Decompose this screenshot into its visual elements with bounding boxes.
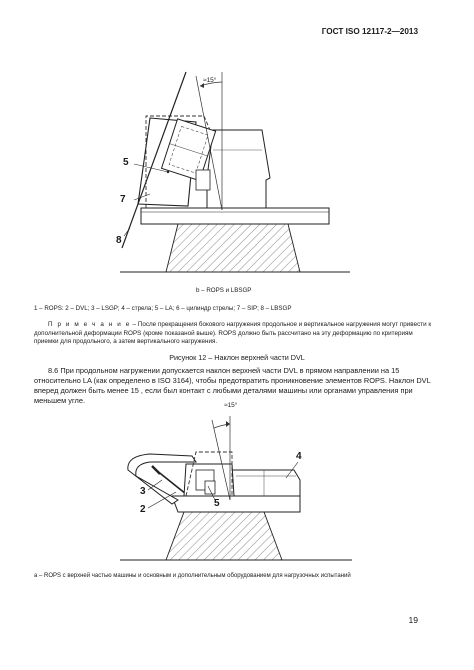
figure-b-caption: b – ROPS и LBSGP — [196, 287, 252, 294]
note-label: П р и м е ч а н и е — [48, 321, 131, 328]
figure-title: Рисунок 12 – Наклон верхней части DVL — [169, 353, 305, 362]
note-text: – После прекращения бокового нагружения продольное и вертикальное нагружения могут привести к дополнительной деформации ROPS (кроме показаной выше). ROPS должно быть рассчитано на эту деформацию по критериям приемки для продольного, а затем вертикального нагружения. — [34, 321, 432, 346]
standard-header: ГОСТ ISO 12117-2—2013 — [321, 27, 418, 36]
figure-a-callout-2: 2 — [140, 504, 146, 515]
figure-a-caption: a – ROPS с верхней частью машины и основным и дополнительным оборудованием для нагрузочных испытаний — [34, 573, 351, 579]
figure-b-callout-5: 5 — [123, 157, 129, 168]
figure-legend: 1 – ROPS: 2 – DVL; 3 – LSGP; 4 – стрела; 5 – LA; 6 – цилиндр стрелы; 7 – SIP; 8 – LBSGP — [34, 305, 292, 312]
figure-b-callout-7: 7 — [120, 194, 126, 205]
figure-a-callout-4: 4 — [296, 451, 302, 462]
figure-b-callout-8: 8 — [116, 235, 122, 246]
page-number: 19 — [408, 615, 418, 625]
figure-b-angle-label: ≈15° — [203, 77, 217, 84]
figure-a-callout-5: 5 — [214, 498, 220, 509]
paragraph-8-6: 8.6 При продольном нагружении допускается наклон верхней части DVL в прямом направлении на 15 относительно LA (как определено в ISO 3164), чтобы предотвратить проникновение элементов ROPS. Наклон DVL вперед должен быть менее 15 , если был контакт с любыми деталями машины или органами управления при меньшем угле. — [34, 366, 431, 405]
figure-a-angle-label: ≈15° — [224, 402, 238, 409]
figure-a-callout-3: 3 — [140, 486, 146, 497]
